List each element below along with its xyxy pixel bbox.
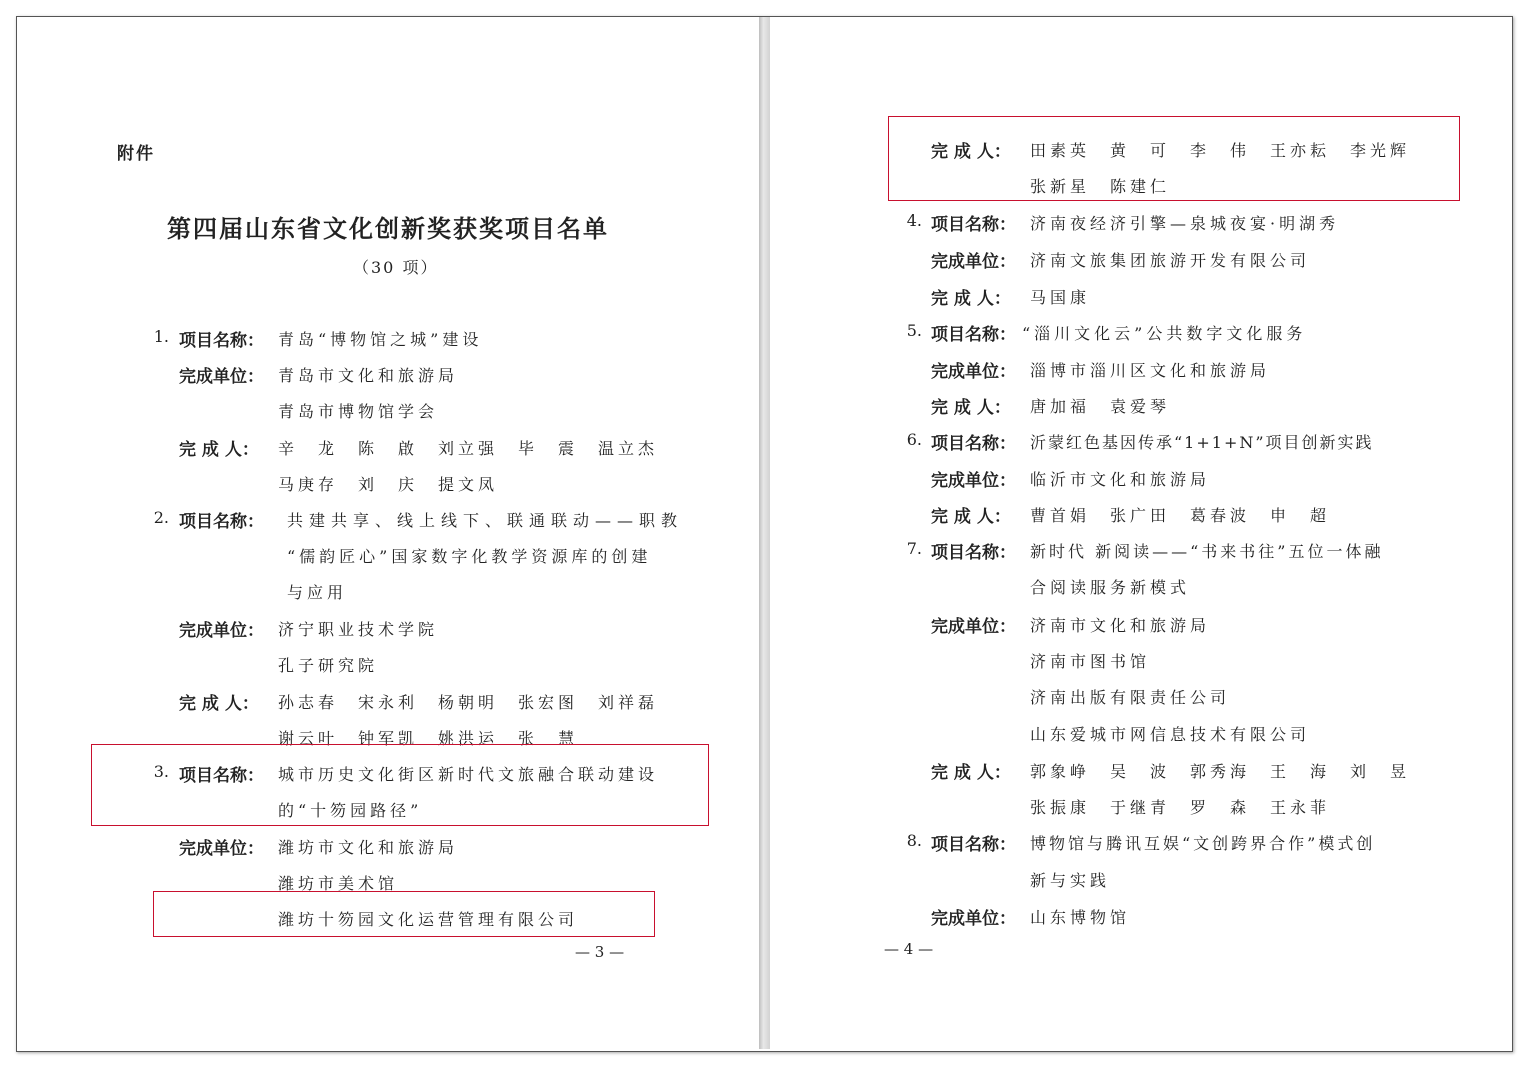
highlight-box-project-3-people — [888, 116, 1460, 201]
project-number: 1. — [153, 327, 169, 346]
people-line: 马国康 — [1030, 288, 1091, 307]
project-number: 4. — [906, 211, 922, 230]
project-name-label: 项目名称： — [931, 325, 1016, 345]
unit-label: 完成单位： — [179, 621, 264, 641]
unit-name: 山东博物馆 — [1030, 908, 1131, 927]
page-number: — 4 — — [884, 940, 934, 958]
unit-name: 济宁职业技术学院 — [278, 620, 439, 639]
people-label: 完 成 人： — [931, 289, 1011, 309]
page-number: — 3 — — [575, 943, 625, 961]
page-3 — [17, 17, 759, 1049]
project-name: 济南夜经济引擎—泉城夜宴·明湖秀 — [1030, 214, 1340, 233]
people-line: 郭象峥 吴 波 郭秀海 王 海 刘 昱 — [1030, 762, 1411, 781]
project-name-label: 项目名称： — [931, 215, 1016, 235]
unit-name: 济南市图书馆 — [1030, 652, 1151, 671]
document-subtitle: （30 项） — [353, 258, 439, 277]
project-number: 5. — [906, 321, 922, 340]
people-line: 张振康 于继青 罗 森 王永菲 — [1030, 798, 1331, 817]
document-title: 第四届山东省文化创新奖获奖项目名单 — [167, 214, 609, 243]
unit-label: 完成单位： — [931, 909, 1016, 929]
highlight-box-project-3-name — [91, 744, 709, 826]
highlight-box-project-3-unit — [153, 891, 655, 937]
unit-label: 完成单位： — [179, 367, 264, 387]
unit-name: 青岛市文化和旅游局 — [278, 366, 459, 385]
unit-label: 完成单位： — [931, 362, 1016, 382]
people-line: 辛 龙 陈 啟 刘立强 毕 震 温立杰 — [278, 439, 659, 458]
people-line: 曹首娟 张广田 葛春波 申 超 — [1030, 506, 1331, 525]
project-name-line: “儒韵匠心”国家数字化教学资源库的创建 — [287, 547, 652, 566]
unit-name: 潍坊市美术馆 — [278, 874, 399, 893]
people-line: 田素英 黄 可 李 伟 王亦耘 李光辉 — [1030, 141, 1411, 160]
unit-name: 济南文旅集团旅游开发有限公司 — [1030, 251, 1311, 270]
project-name-label: 项目名称： — [179, 766, 264, 786]
unit-name: 山东爱城市网信息技术有限公司 — [1030, 725, 1311, 744]
project-name-line: 共建共享、线上线下、联通联动——职教 — [287, 511, 684, 530]
unit-label: 完成单位： — [931, 471, 1016, 491]
project-number: 3. — [153, 762, 169, 781]
unit-name: 孔子研究院 — [278, 656, 379, 675]
project-name: 青岛“博物馆之城”建设 — [278, 330, 483, 349]
people-line: 唐加福 袁爱琴 — [1030, 397, 1171, 416]
project-number: 8. — [906, 831, 922, 850]
people-label: 完 成 人： — [931, 398, 1011, 418]
project-name-line: 合阅读服务新模式 — [1030, 578, 1191, 597]
unit-label: 完成单位： — [179, 839, 264, 859]
people-label: 完 成 人： — [931, 507, 1011, 527]
project-name-label: 项目名称： — [931, 434, 1016, 454]
project-number: 2. — [153, 508, 169, 527]
project-name-label: 项目名称： — [931, 835, 1016, 855]
people-line: 谢云叶 钟军凯 姚洪运 张 慧 — [278, 729, 579, 748]
people-line: 马庚存 刘 庆 提文凤 — [278, 475, 499, 494]
project-name-line: 博物馆与腾讯互娱“文创跨界合作”模式创 — [1030, 834, 1376, 853]
project-name-line: 新与实践 — [1030, 871, 1111, 890]
unit-label: 完成单位： — [931, 617, 1016, 637]
unit-name: 济南市文化和旅游局 — [1030, 616, 1211, 635]
project-number: 7. — [906, 539, 922, 558]
unit-label: 完成单位： — [931, 252, 1016, 272]
attachment-label: 附件 — [117, 144, 155, 164]
people-label: 完 成 人： — [931, 142, 1011, 162]
project-name-label: 项目名称： — [179, 331, 264, 351]
unit-name: 济南出版有限责任公司 — [1030, 688, 1231, 707]
unit-name: 淄博市淄川区文化和旅游局 — [1030, 361, 1271, 380]
people-label: 完 成 人： — [931, 763, 1011, 783]
project-name-label: 项目名称： — [931, 543, 1016, 563]
people-label: 完 成 人： — [179, 694, 259, 714]
project-name-label: 项目名称： — [179, 512, 264, 532]
project-number: 6. — [906, 430, 922, 449]
project-name-line: 新时代 新阅读——“书来书往”五位一体融 — [1030, 542, 1384, 561]
project-name: “淄川文化云”公共数字文化服务 — [1022, 324, 1307, 343]
unit-name: 青岛市博物馆学会 — [278, 402, 439, 421]
people-line: 张新星 陈建仁 — [1030, 177, 1171, 196]
project-name: 沂蒙红色基因传承“1+1+N”项目创新实践 — [1030, 433, 1374, 452]
project-name-line: 的“十笏园路径” — [278, 801, 423, 820]
page-4 — [770, 17, 1510, 1049]
unit-name: 潍坊十笏园文化运营管理有限公司 — [278, 910, 579, 929]
people-line: 孙志春 宋永利 杨朝明 张宏图 刘祥磊 — [278, 693, 659, 712]
project-name-line: 城市历史文化街区新时代文旅融合联动建设 — [278, 765, 659, 784]
unit-name: 潍坊市文化和旅游局 — [278, 838, 459, 857]
unit-name: 临沂市文化和旅游局 — [1030, 470, 1211, 489]
page-gutter — [759, 17, 770, 1049]
project-name-line: 与应用 — [287, 583, 348, 602]
people-label: 完 成 人： — [179, 440, 259, 460]
